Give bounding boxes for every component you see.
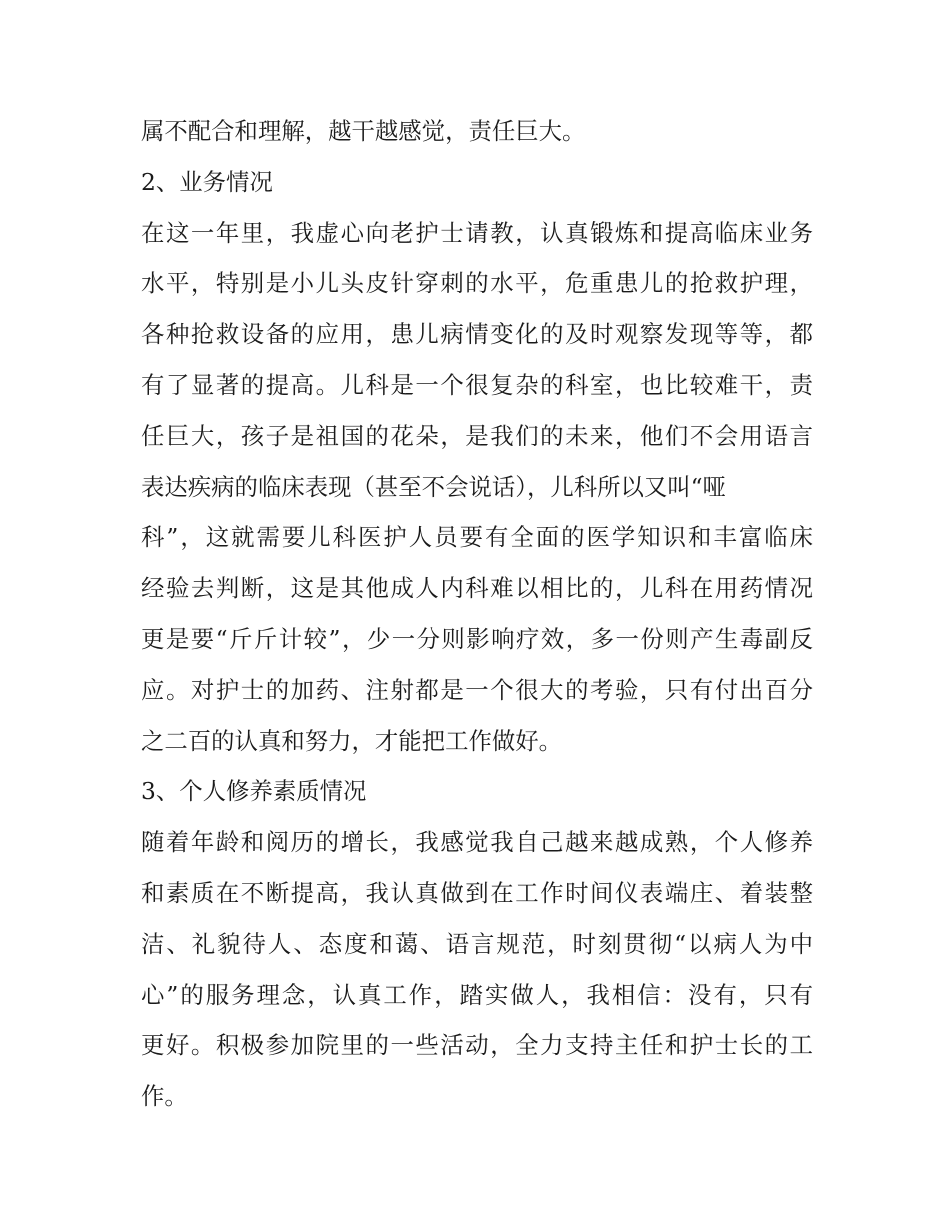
text-line-10: 经验去判断，这是其他成人内科难以相比的，儿科在用药情况	[141, 574, 813, 603]
text-line-15: 随着年龄和阅历的增长，我感觉我自己越来越成熟，个人修养	[141, 828, 813, 857]
text-line-8: 表达疾病的临床表现（甚至不会说话），儿科所以又叫“哑	[141, 472, 727, 501]
text-line-20: 作。	[141, 1082, 188, 1111]
text-line-5: 各种抢救设备的应用，患儿病情变化的及时观察发现等等，都	[141, 320, 813, 349]
text-line-7: 任巨大，孩子是祖国的花朵，是我们的未来，他们不会用语言	[141, 421, 813, 450]
text-line-16: 和素质在不断提高，我认真做到在工作时间仪表端庄、着装整	[141, 878, 813, 907]
text-line-11: 更是要“斤斤计较”，少一分则影响疗效，多一份则产生毒副反	[141, 624, 813, 653]
text-line-6: 有了显著的提高。儿科是一个很复杂的科室，也比较难干，责	[141, 370, 813, 399]
text-line-18: 心”的服务理念，认真工作，踏实做人，我相信：没有，只有	[141, 980, 813, 1009]
text-line-9: 科”，这就需要儿科医护人员要有全面的医学知识和丰富临床	[141, 523, 813, 552]
section-heading-personal: 3、个人修养素质情况	[141, 777, 367, 806]
text-line-12: 应。对护士的加药、注射都是一个很大的考验，只有付出百分	[141, 675, 813, 704]
section-heading-business: 2、业务情况	[141, 167, 273, 196]
document-body	[141, 106, 813, 1122]
text-line-17: 洁、礼貌待人、态度和蔼、语言规范，时刻贯彻“以病人为中	[141, 929, 813, 958]
text-line-3: 在这一年里，我虚心向老护士请教，认真锻炼和提高临床业务	[141, 218, 813, 247]
text-line-13: 之二百的认真和努力，才能把工作做好。	[141, 726, 563, 755]
text-line-19: 更好。积极参加院里的一些活动，全力支持主任和护士长的工	[141, 1031, 813, 1060]
text-line-1: 属不配合和理解，越干越感觉，责任巨大。	[141, 117, 586, 145]
text-line-4: 水平，特别是小儿头皮针穿刺的水平，危重患儿的抢救护理，	[141, 269, 813, 298]
